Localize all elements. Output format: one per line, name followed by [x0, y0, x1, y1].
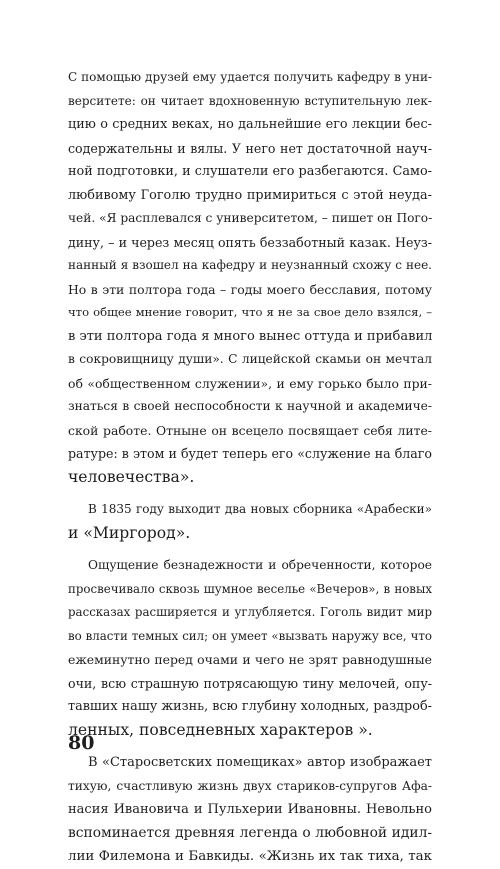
text-line: ской работе. Отныне он всецело посвящает себя лите- — [68, 422, 432, 438]
text-line: чей. «Я расплевался с университетом, – пишет он Пого- — [68, 211, 433, 225]
text-line: рассказах расширяется и углубляется. Гоголь видит мир — [68, 605, 432, 619]
text-line: об «общественном служении», и ему горько было при- — [68, 375, 432, 391]
body-text — [68, 66, 432, 869]
text-line: во власти темных сил; он умеет «вызвать наружу все, что — [68, 628, 432, 643]
text-line: ленных, повседневных характеров ». — [68, 720, 373, 739]
text-line: лии Филемона и Бавкиды. «Жизнь их так тиха, так — [68, 849, 432, 864]
paragraph-gap — [68, 545, 432, 554]
text-line: содержательны и вялы. У него нет достаточной науч- — [68, 140, 432, 156]
page-number: 80 — [68, 732, 95, 754]
paragraph-gap — [68, 742, 432, 751]
text-line: человечества». — [68, 467, 195, 486]
text-line: в эти полтора года я много вынес оттуда и прибавил — [68, 328, 433, 344]
text-line: и «Миргород». — [68, 523, 191, 542]
text-line: верситете: он читает вдохновенную вступительную лек- — [68, 93, 432, 108]
text-line: просвечивало сквозь шумное веселье «Вечеров», в новых — [68, 581, 432, 596]
paragraph — [68, 498, 432, 545]
text-line: ратуре: в этом и будет теперь его «служение на благо — [68, 446, 432, 461]
text-line: любивому Гоголю трудно примириться с этой неуда- — [68, 187, 432, 203]
paragraph — [68, 751, 432, 869]
paragraph-gap — [68, 489, 432, 498]
text-line: В 1835 году выходит два новых сборника «Арабески» — [88, 502, 432, 516]
text-line: вспоминается древняя легенда о любовной идил- — [68, 824, 432, 841]
text-line: ежеминутно перед очами и чего не зрят равнодушные — [68, 652, 432, 667]
text-line: ной подготовки, и слушатели его разбегаются. Само- — [68, 164, 432, 179]
text-line: Но в эти полтора года – годы моего бесславия, потому — [68, 281, 432, 297]
paragraph — [68, 554, 432, 742]
text-line: тавших нашу жизнь, всю глубину холодных, раздроб- — [68, 699, 432, 714]
text-line: Ощущение безнадежности и обреченности, которое — [88, 558, 432, 572]
text-line: С помощью друзей ему удается получить кафедру в уни- — [68, 70, 432, 84]
paragraph — [68, 66, 432, 489]
text-line: знаться в своей неспособности к научной и академиче- — [68, 399, 432, 413]
text-line: дину, – и через месяц опять беззаботный казак. Неуз- — [68, 234, 432, 250]
text-line: цию о средних веках, но дальнейшие его лекции бес- — [68, 117, 432, 132]
text-line: нанный я взошел на кафедру и неузнанный схожу с нее. — [68, 258, 432, 272]
text-line: очи, всю страшную потрясающую тину мелочей, опу- — [68, 675, 432, 691]
text-line: в сокровищницу души». С лицейской скамьи он мечтал — [68, 352, 432, 366]
text-line: В «Старосветских помещиках» автор изображает — [88, 755, 432, 770]
text-line: насия Ивановича и Пульхерии Ивановны. Невольно — [68, 802, 432, 817]
text-line: тихую, счастливую жизнь двух стариков-супругов Афа- — [68, 778, 432, 793]
text-line: что общее мнение говорит, что я не за свое дело взялся, – — [68, 305, 432, 319]
